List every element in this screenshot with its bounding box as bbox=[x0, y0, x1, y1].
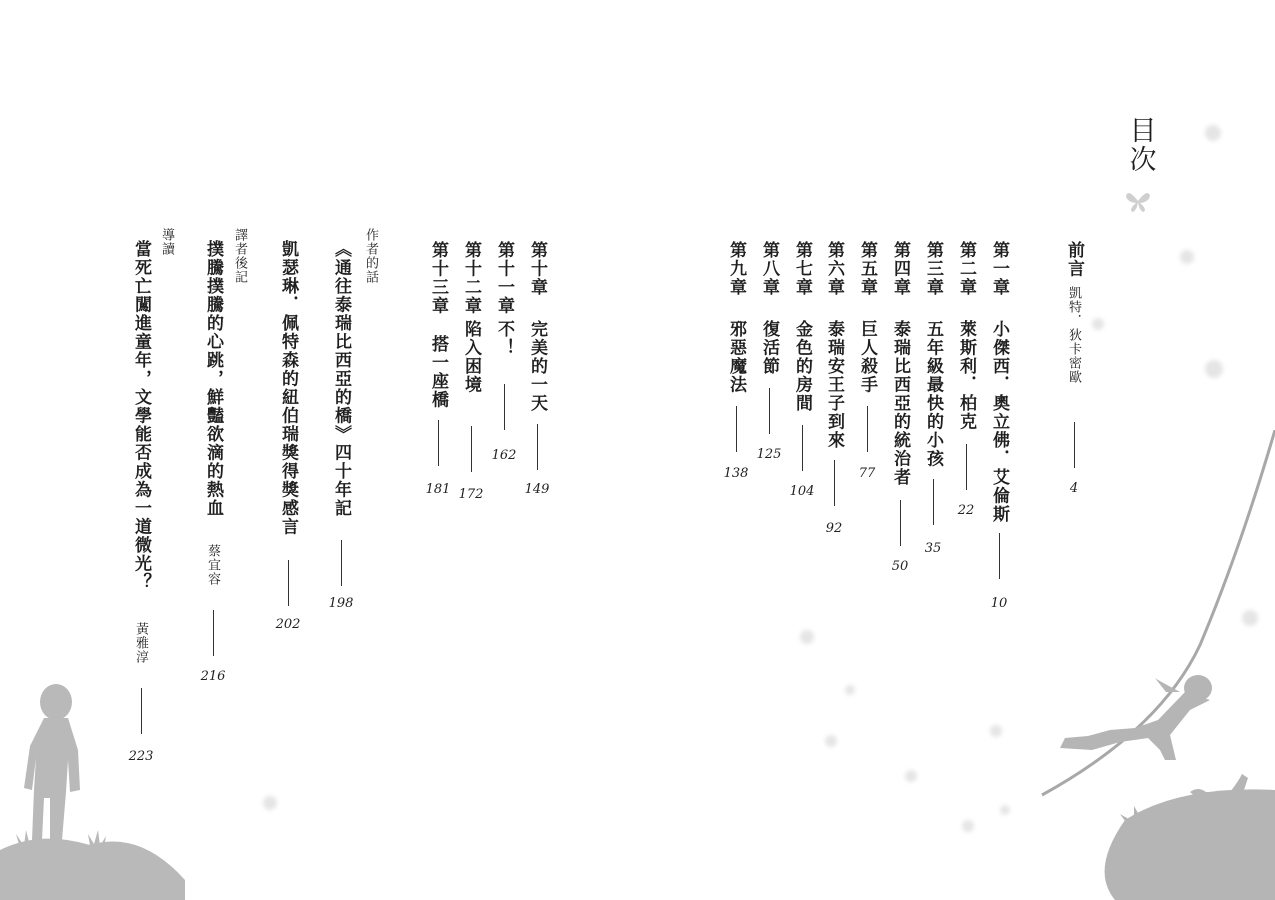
toc-page-number: 149 bbox=[524, 482, 550, 497]
toc-chapter-title: 復活節 bbox=[759, 320, 779, 376]
toc-section-label: 作者的話 bbox=[363, 228, 378, 284]
toc-chapter-title: 不！ bbox=[494, 320, 514, 357]
toc-chapter-title: 邪惡魔法 bbox=[726, 320, 746, 394]
toc-chapter-label: 第六章 bbox=[824, 241, 844, 297]
toc-page-number: 162 bbox=[491, 448, 517, 463]
leader-line bbox=[1074, 422, 1075, 468]
snow-fleck bbox=[1205, 125, 1221, 141]
toc-chapter-label: 第九章 bbox=[726, 241, 746, 297]
leader-line bbox=[966, 444, 967, 490]
toc-chapter-title: 泰瑞比西亞的統治者 bbox=[890, 320, 910, 487]
toc-page-number: 138 bbox=[723, 466, 749, 481]
leader-line bbox=[834, 460, 835, 506]
toc-chapter-label: 前言 bbox=[1064, 241, 1084, 278]
toc-page-number: 10 bbox=[990, 596, 1008, 611]
toc-chapter-title: 小傑西．奧立佛．艾倫斯 bbox=[989, 320, 1009, 524]
standing-child-illustration bbox=[0, 680, 185, 900]
leader-line bbox=[213, 610, 214, 656]
toc-page-number: 216 bbox=[200, 669, 226, 684]
toc-chapter-label: 第三章 bbox=[923, 241, 943, 297]
leader-line bbox=[736, 406, 737, 452]
toc-chapter-label: 第十章 bbox=[527, 241, 547, 297]
toc-page-number: 172 bbox=[458, 487, 484, 502]
leader-line bbox=[867, 406, 868, 452]
leader-line bbox=[438, 420, 439, 466]
toc-page-number: 223 bbox=[128, 749, 154, 764]
toc-chapter-label: 第十二章 bbox=[461, 241, 481, 315]
toc-title: 目次 bbox=[1129, 116, 1157, 176]
snow-fleck bbox=[845, 685, 855, 695]
leader-line bbox=[504, 384, 505, 430]
snow-fleck bbox=[1092, 318, 1104, 330]
toc-page-number: 50 bbox=[891, 559, 909, 574]
leader-line bbox=[802, 425, 803, 471]
leader-line bbox=[999, 533, 1000, 579]
leader-line bbox=[933, 479, 934, 525]
toc-entry-author: 蔡宜容 bbox=[205, 544, 220, 586]
toc-entry-title: 《通往泰瑞比西亞的橋》四十年記 bbox=[331, 240, 351, 518]
toc-chapter-title: 金色的房間 bbox=[792, 320, 812, 413]
toc-chapter-title: 泰瑞安王子到來 bbox=[824, 320, 844, 450]
snow-fleck bbox=[1205, 360, 1223, 378]
snow-fleck bbox=[800, 630, 814, 644]
toc-entry-title: 撲騰撲騰的心跳，鮮豔欲滴的熱血 bbox=[203, 240, 223, 518]
toc-page-number: 35 bbox=[924, 541, 942, 556]
toc-page-number: 125 bbox=[756, 447, 782, 462]
snow-fleck bbox=[1180, 250, 1194, 264]
leader-line bbox=[900, 500, 901, 546]
toc-section-label: 導讀 bbox=[159, 228, 174, 256]
toc-chapter-label: 第十三章 bbox=[428, 241, 448, 315]
toc-page-number: 4 bbox=[1069, 481, 1079, 496]
toc-chapter-title: 萊斯利．柏克 bbox=[956, 320, 976, 431]
toc-entry-title: 凱瑟琳．佩特森的紐伯瑞獎得獎感言 bbox=[278, 240, 298, 536]
leader-line bbox=[769, 388, 770, 434]
toc-chapter-title: 五年級最快的小孩 bbox=[923, 320, 943, 468]
toc-chapter-title: 陷入困境 bbox=[461, 320, 481, 394]
toc-page-number: 181 bbox=[425, 482, 451, 497]
toc-page-number: 198 bbox=[328, 596, 354, 611]
toc-chapter-label: 第八章 bbox=[759, 241, 779, 297]
toc-chapter-label: 第十一章 bbox=[494, 241, 514, 315]
toc-chapter-label: 第二章 bbox=[956, 241, 976, 297]
toc-page-number: 104 bbox=[789, 484, 815, 499]
toc-chapter-title: 完美的一天 bbox=[527, 320, 547, 413]
rope-swing-illustration bbox=[1030, 430, 1275, 900]
toc-entry-title: 當死亡闖進童年，文學能否成為一道微光？ bbox=[131, 240, 151, 592]
toc-page-number: 22 bbox=[957, 503, 975, 518]
snow-fleck bbox=[825, 735, 837, 747]
toc-chapter-label: 第七章 bbox=[792, 241, 812, 297]
snow-fleck bbox=[1000, 805, 1010, 815]
leader-line bbox=[288, 560, 289, 606]
snow-fleck bbox=[962, 820, 974, 832]
toc-page-number: 202 bbox=[275, 617, 301, 632]
toc-page-number: 77 bbox=[858, 466, 876, 481]
toc-entry-author: 黃雅淳 bbox=[133, 622, 148, 664]
toc-chapter-label: 第五章 bbox=[857, 241, 877, 297]
butterfly-icon bbox=[1124, 188, 1152, 214]
leader-line bbox=[471, 426, 472, 472]
snow-fleck bbox=[905, 770, 917, 782]
toc-chapter-title: 巨人殺手 bbox=[857, 320, 877, 394]
toc-entry-author: 凱特．狄卡密歐 bbox=[1066, 286, 1081, 384]
toc-section-label: 譯者後記 bbox=[232, 228, 247, 284]
snow-fleck bbox=[263, 796, 277, 810]
toc-page-number: 92 bbox=[825, 521, 843, 536]
toc-chapter-label: 第四章 bbox=[890, 241, 910, 297]
leader-line bbox=[341, 540, 342, 586]
leader-line bbox=[537, 424, 538, 470]
snow-fleck bbox=[990, 725, 1002, 737]
toc-chapter-label: 第一章 bbox=[989, 241, 1009, 297]
leader-line bbox=[141, 688, 142, 734]
toc-chapter-title: 搭一座橋 bbox=[428, 335, 448, 409]
